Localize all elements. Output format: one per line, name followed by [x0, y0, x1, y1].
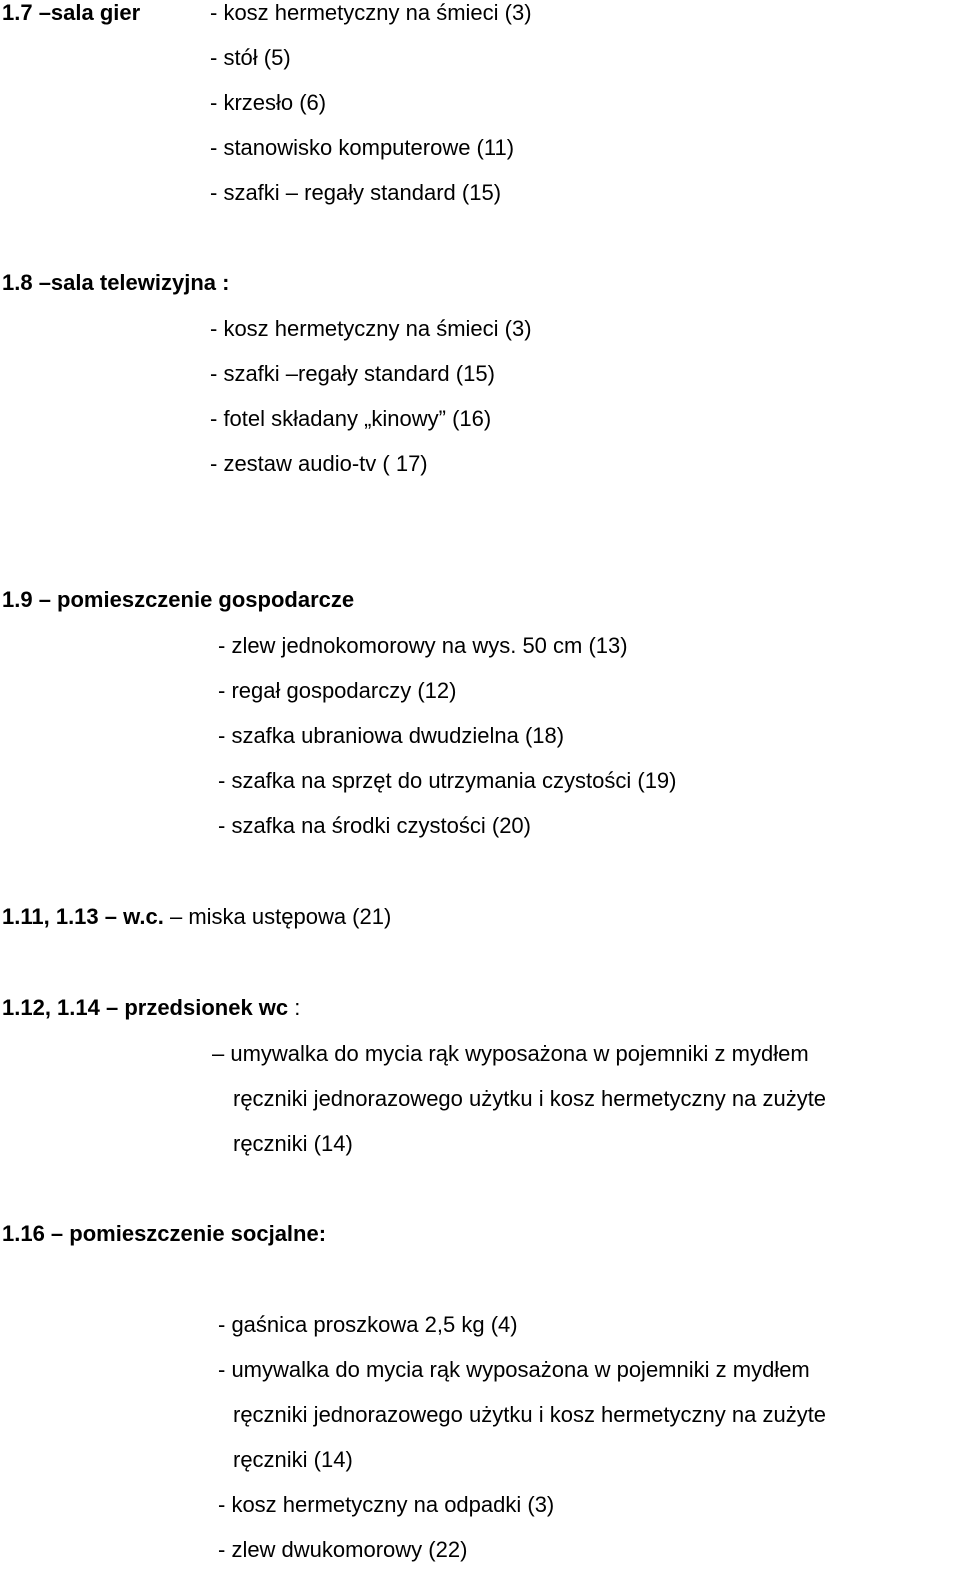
list-item: - umywalka do mycia rąk wyposażona w pojemniki z mydłem	[218, 1357, 810, 1382]
paragraph-line: – umywalka do mycia rąk wyposażona w pojemniki z mydłem	[212, 1041, 809, 1066]
list-item: - kosz hermetyczny na śmieci (3)	[210, 316, 532, 341]
list-item: - szafka na sprzęt do utrzymania czystości (19)	[218, 768, 677, 793]
section-1-12-heading-suffix: :	[288, 995, 301, 1020]
section-1-11-line	[2, 904, 391, 930]
section-1-9-heading: 1.9 – pomieszczenie gospodarcze	[2, 587, 355, 612]
list-item: - krzesło (6)	[210, 90, 327, 115]
list-item: - zlew jednokomorowy na wys. 50 cm (13)	[218, 633, 628, 658]
list-item: ręczniki (14)	[233, 1447, 353, 1472]
list-item: - regał gospodarczy (12)	[218, 678, 457, 703]
list-item: - zlew dwukomorowy (22)	[218, 1537, 468, 1562]
list-item: - kosz hermetyczny na śmieci (3)	[210, 0, 532, 25]
list-item: - stanowisko komputerowe (11)	[210, 135, 515, 160]
list-item: - szafki –regały standard (15)	[210, 361, 495, 386]
section-1-12-line	[2, 995, 300, 1021]
section-1-7-heading: 1.7 –sala gier	[2, 0, 141, 25]
list-item: - szafka na środki czystości (20)	[218, 813, 531, 838]
paragraph-line: ręczniki (14)	[233, 1131, 353, 1156]
list-item: ręczniki jednorazowego użytku i kosz hermetyczny na zużyte	[233, 1402, 827, 1427]
list-item: - szafki – regały standard (15)	[210, 180, 502, 205]
list-item: - szafka ubraniowa dwudzielna (18)	[218, 723, 565, 748]
list-item: - fotel składany „kinowy” (16)	[210, 406, 492, 431]
section-1-11-heading: 1.11, 1.13 – w.c.	[2, 904, 164, 929]
list-item: - kosz hermetyczny na odpadki (3)	[218, 1492, 555, 1517]
list-item: - stół (5)	[210, 45, 291, 70]
list-item: - gaśnica proszkowa 2,5 kg (4)	[218, 1312, 518, 1337]
section-1-11-text: – miska ustępowa (21)	[163, 904, 392, 929]
paragraph-line: ręczniki jednorazowego użytku i kosz hermetyczny na zużyte	[233, 1086, 827, 1111]
section-1-8-heading: 1.8 –sala telewizyjna :	[2, 270, 230, 295]
section-1-12-heading: 1.12, 1.14 – przedsionek wc	[2, 995, 289, 1020]
list-item: - zestaw audio-tv ( 17)	[210, 451, 428, 476]
section-1-16-heading: 1.16 – pomieszczenie socjalne:	[2, 1221, 327, 1246]
